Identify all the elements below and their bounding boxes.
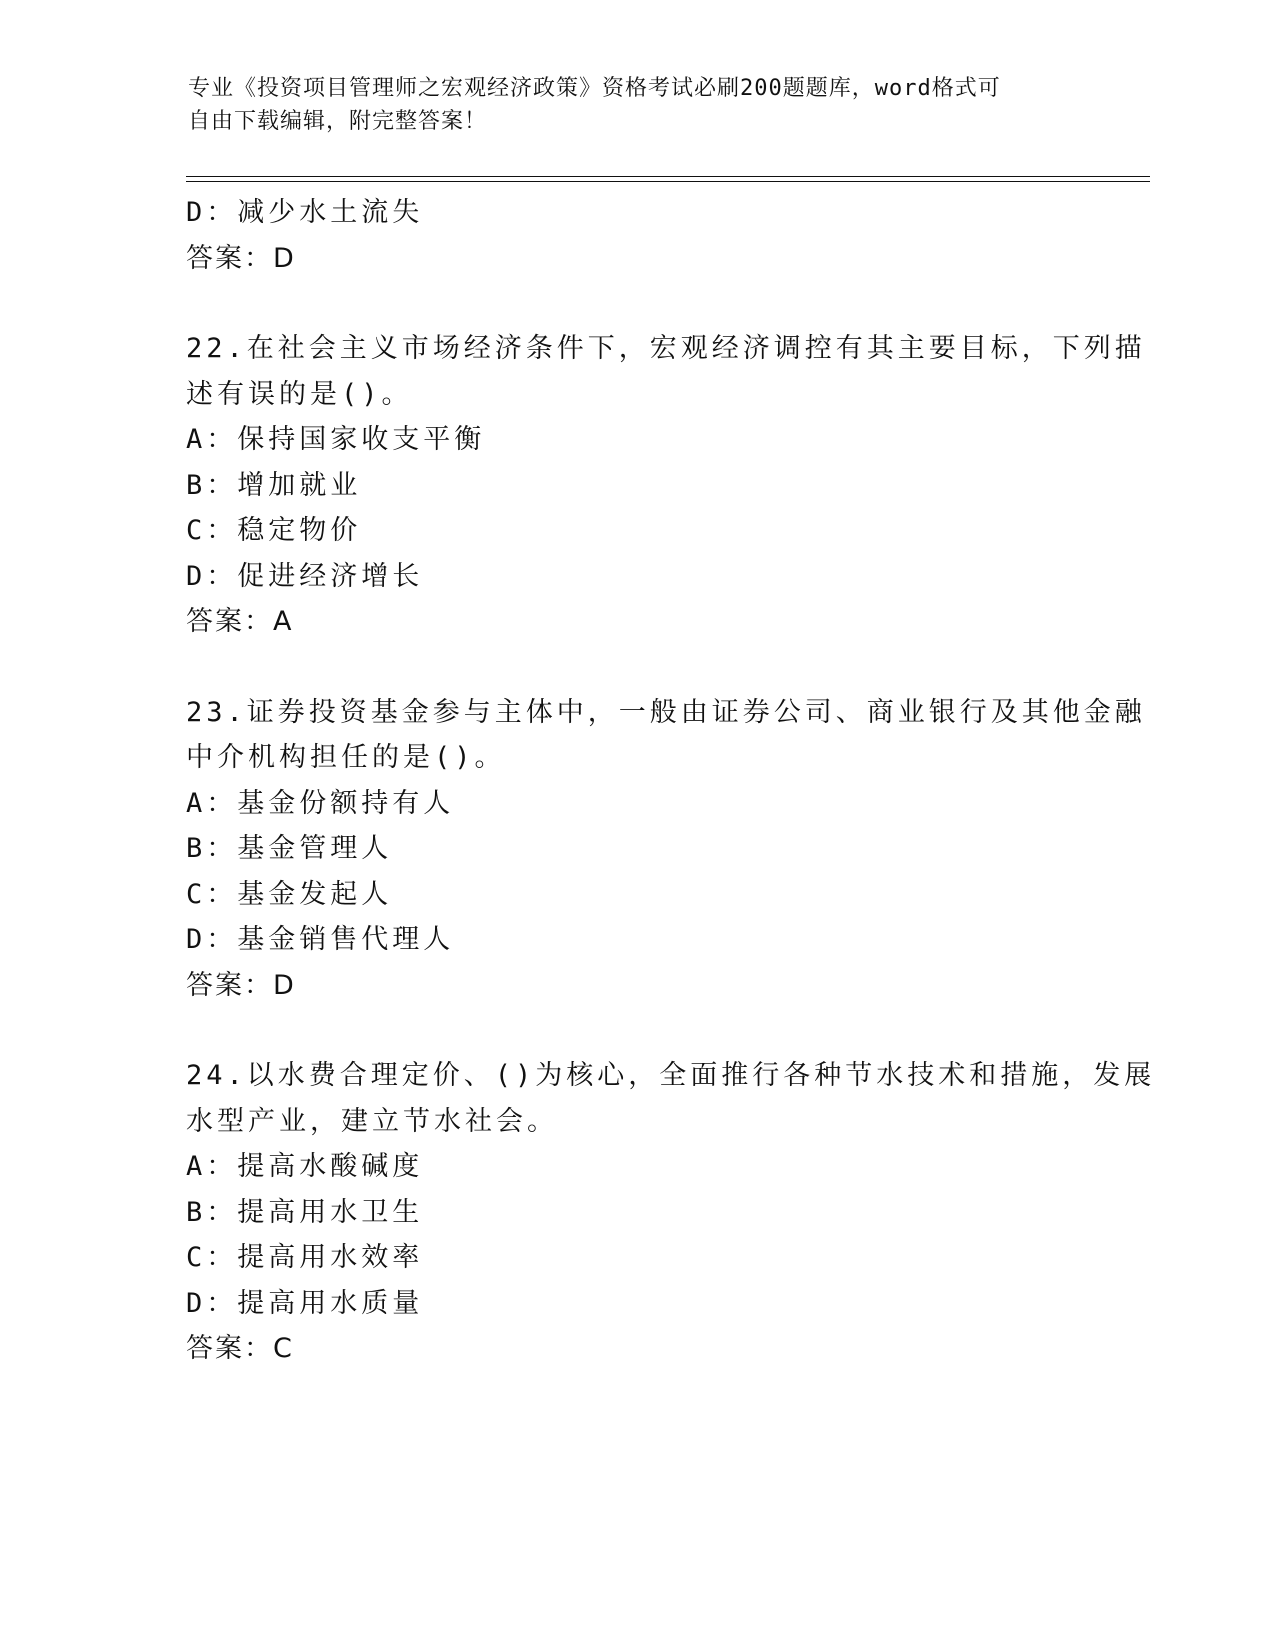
option-d: D：减少水土流失: [186, 197, 424, 228]
option-a: A：提高水酸碱度: [186, 1151, 424, 1182]
question-23: [186, 690, 1146, 1009]
question-text-line-1: 23.证券投资基金参与主体中，一般由证券公司、商业银行及其他金融: [186, 696, 1146, 728]
question-22: [186, 326, 1146, 645]
option-b: B：提高用水卫生: [186, 1196, 424, 1228]
option-d: D：促进经济增长: [186, 560, 424, 592]
answer-line: 答案：C: [186, 1333, 294, 1364]
header-line-1: 专业《投资项目管理师之宏观经济政策》资格考试必刷200题题库，word格式可: [188, 76, 1001, 101]
option-c: C：稳定物价: [186, 515, 362, 546]
header-divider-top: [186, 176, 1150, 177]
option-d: D：提高用水质量: [186, 1287, 424, 1319]
question-text-line-2: 水型产业，建立节水社会。: [186, 1105, 558, 1137]
question-24: [186, 1053, 1156, 1372]
question-text-line-1: 24.以水费合理定价、()为核心，全面推行各种节水技术和措施，发展: [186, 1060, 1156, 1091]
header-divider-bottom: [186, 181, 1150, 182]
question-content: [186, 190, 1156, 1372]
option-b: B：增加就业: [186, 469, 362, 501]
document-header: [188, 72, 1068, 138]
answer-line: 答案：D: [186, 242, 296, 274]
question-text-line-2: 述有误的是()。: [186, 378, 413, 410]
option-c: C：基金发起人: [186, 878, 393, 910]
answer-line: 答案：A: [186, 606, 294, 637]
header-line-2: 自由下载编辑，附完整答案！: [188, 109, 488, 134]
answer-line: 答案：D: [186, 969, 296, 1001]
option-d: D：基金销售代理人: [186, 924, 455, 955]
option-a: A：保持国家收支平衡: [186, 424, 486, 455]
question-text-line-1: 22.在社会主义市场经济条件下，宏观经济调控有其主要目标，下列描: [186, 333, 1146, 364]
option-c: C：提高用水效率: [186, 1242, 424, 1273]
option-a: A：基金份额持有人: [186, 787, 455, 819]
question-text-line-2: 中介机构担任的是()。: [186, 742, 506, 773]
previous-question-tail: [186, 190, 1086, 281]
option-b: B：基金管理人: [186, 833, 393, 864]
